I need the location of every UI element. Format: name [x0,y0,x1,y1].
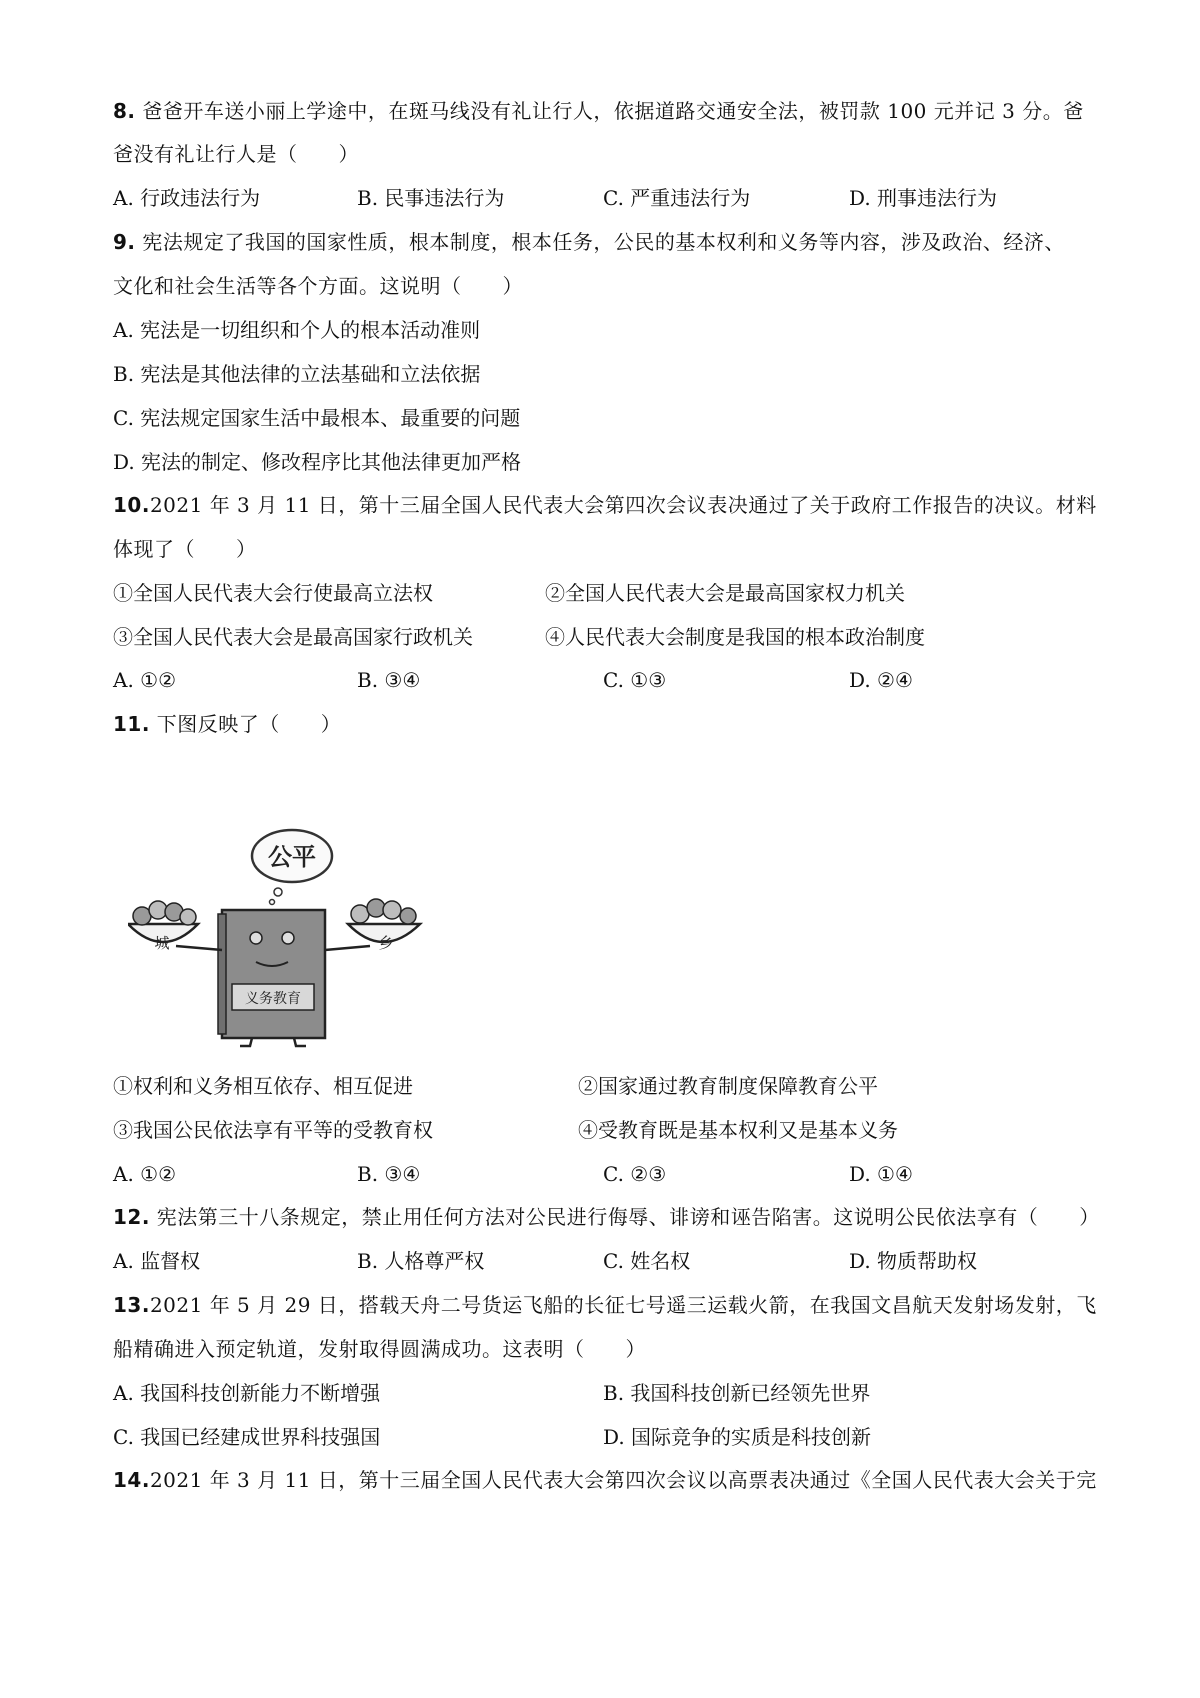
q11-text: 下图反映了（ ） [156,712,342,736]
q13-text: 2021 年 5 月 29 日，搭载天舟二号货运飞船的长征七号遥三运载火箭，在我国文昌航天发射场发射，飞 [149,1293,1097,1317]
q9-option-d: D. 宪法的制定、修改程序比其他法律更加严格 [113,450,522,474]
q11-statement-3: ③我国公民依法享有平等的受教育权 [113,1118,433,1142]
book-character [222,910,325,1038]
q10-statement-2: ②全国人民代表大会是最高国家权力机关 [545,581,905,605]
q8-option-c: C. 严重违法行为 [603,186,751,210]
q13-option-d: D. 国际竞争的实质是科技创新 [603,1425,872,1449]
q11-statement-1: ①权利和义务相互依存、相互促进 [113,1074,413,1098]
q9-line1 [113,228,1065,256]
q10-option-a: A. ①② [113,668,177,692]
q10-option-b: B. ③④ [357,668,421,692]
q11-line1 [113,710,341,738]
q11-option-c: C. ②③ [603,1162,667,1186]
q10-line2: 体现了（ ） [113,537,257,561]
q10-option-d: D. ②④ [849,668,913,692]
q12-number: 12. [113,1205,150,1229]
q10-number: 10. [113,493,150,517]
q9-line2: 文化和社会生活等各个方面。这说明（ ） [113,274,523,298]
countryside-label: 乡 [378,934,394,952]
q10-statement-4: ④人民代表大会制度是我国的根本政治制度 [545,625,925,649]
q12-text: 宪法第三十八条规定，禁止用任何方法对公民进行侮辱、诽谤和诬告陷害。这说明公民依法享有（ ） [156,1205,1100,1229]
q14-line1 [113,1466,1097,1494]
q13-line2: 船精确进入预定轨道，发射取得圆满成功。这表明（ ） [113,1337,646,1361]
q11-option-a: A. ①② [113,1162,177,1186]
book-label-text: 义务教育 [245,991,301,1007]
q8-text: 爸爸开车送小丽上学途中，在斑马线没有礼让行人，依据道路交通安全法，被罚款 100 元并记 3 分。爸 [142,99,1084,123]
q10-statement-3: ③全国人民代表大会是最高国家行政机关 [113,625,473,649]
q11-statement-4: ④受教育既是基本权利又是基本义务 [578,1118,898,1142]
q10-text: 2021 年 3 月 11 日，第十三届全国人民代表大会第四次会议表决通过了关于政府工作报告的决议。材料 [149,493,1097,517]
q12-option-c: C. 姓名权 [603,1249,691,1273]
q12-option-d: D. 物质帮助权 [849,1249,978,1273]
q8-line2: 爸没有礼让行人是（ ） [113,142,359,166]
q8-number: 8. [113,99,136,123]
q12-line1 [113,1203,1100,1231]
q8-line1 [113,97,1084,125]
q9-text: 宪法规定了我国的国家性质，根本制度，根本任务，公民的基本权利和义务等内容，涉及政治、经济、 [142,230,1065,254]
q8-option-b: B. 民事违法行为 [357,186,505,210]
q8-option-a: A. 行政违法行为 [113,186,261,210]
q11-statement-2: ②国家通过教育制度保障教育公平 [578,1074,878,1098]
q11-number: 11. [113,712,150,736]
q9-option-a: A. 宪法是一切组织和个人的根本活动准则 [113,318,481,342]
bubble-text: 公平 [268,843,316,871]
q10-line1 [113,491,1097,519]
cartoon-drawing [128,820,453,1048]
q11-option-b: B. ③④ [357,1162,421,1186]
q11-option-d: D. ①④ [849,1162,913,1186]
q13-option-b: B. 我国科技创新已经领先世界 [603,1381,871,1405]
education-fairness-cartoon [128,820,453,1048]
q13-line1 [113,1291,1097,1319]
q13-option-c: C. 我国已经建成世界科技强国 [113,1425,381,1449]
q8-option-d: D. 刑事违法行为 [849,186,998,210]
q9-option-b: B. 宪法是其他法律的立法基础和立法依据 [113,362,481,386]
q9-number: 9. [113,230,136,254]
q14-text: 2021 年 3 月 11 日，第十三届全国人民代表大会第四次会议以高票表决通过《全国人民代表大会关于完 [149,1468,1097,1492]
q12-option-b: B. 人格尊严权 [357,1249,485,1273]
q10-option-c: C. ①③ [603,668,667,692]
q13-option-a: A. 我国科技创新能力不断增强 [113,1381,381,1405]
q14-number: 14. [113,1468,150,1492]
q9-option-c: C. 宪法规定国家生活中最根本、最重要的问题 [113,406,521,430]
q12-option-a: A. 监督权 [113,1249,201,1273]
q10-statement-1: ①全国人民代表大会行使最高立法权 [113,581,433,605]
q13-number: 13. [113,1293,150,1317]
city-label: 城 [154,934,170,952]
